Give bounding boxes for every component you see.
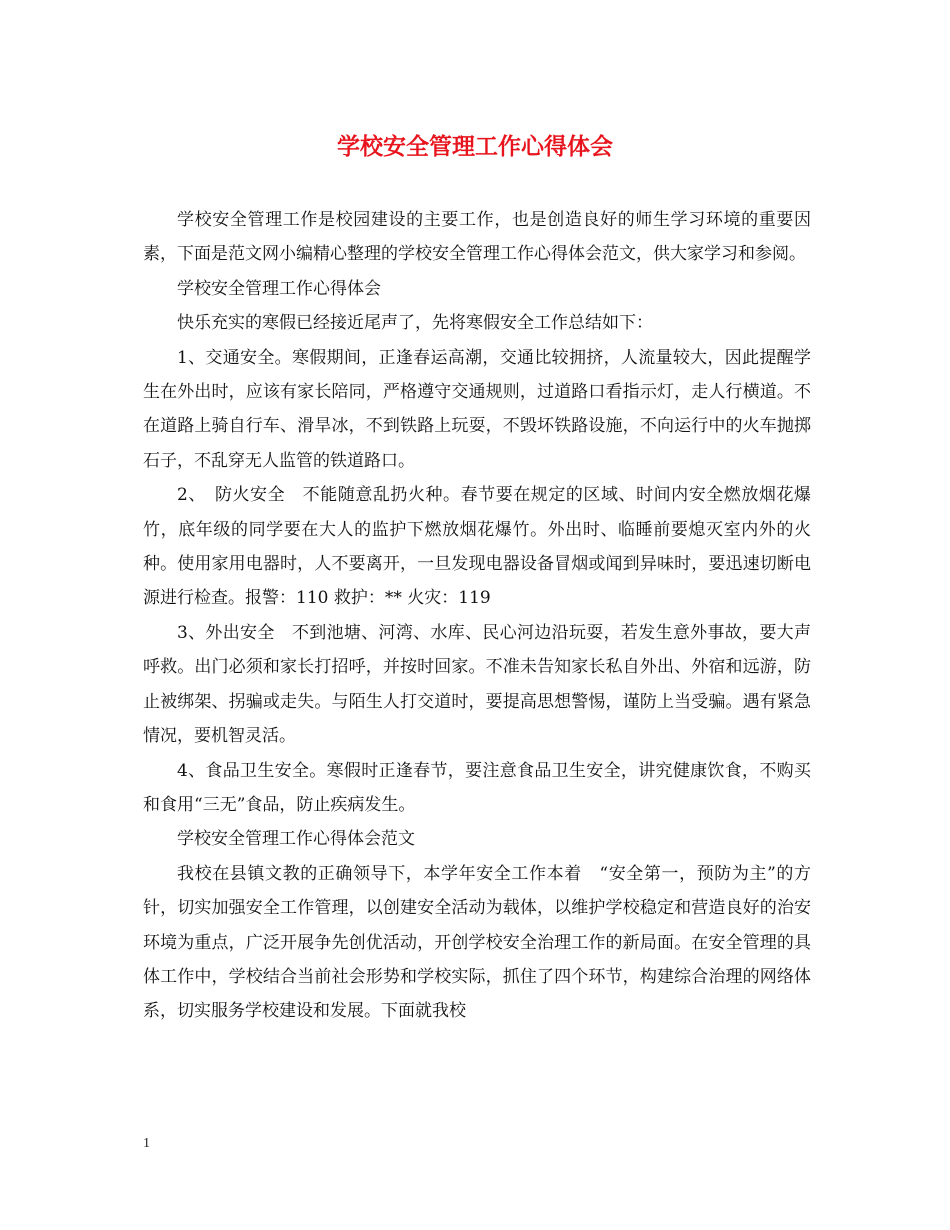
document-title: 学校安全管理工作心得体会 [337,133,613,160]
paragraph-outing-safety: 3、外出安全 不到池塘、河湾、水库、民心河边沿玩耍，若发生意外事故，要大声呼救。出门必须和家长打招呼，并按时回家。不准未告知家长私自外出、外宿和远游，防止被绑架、拐骗或走失。与陌生人打交道时，要提高思想警惕，谨防上当受骗。遇有紧急情况，要机智灵活。 [143,622,811,747]
paragraph-food-safety: 4、食品卫生安全。寒假时正逢春节，要注意食品卫生安全，讲究健康饮食，不购买和食用“三无”食品，防止疾病发生。 [143,760,811,815]
page-number: 1 [143,1136,150,1151]
paragraph-intro: 学校安全管理工作是校园建设的主要工作，也是创造良好的师生学习环境的重要因素，下面是范文网小编精心整理的学校安全管理工作心得体会范文，供大家学习和参阅。 [143,210,811,265]
paragraph-summary-lead: 快乐充实的寒假已经接近尾声了，先将寒假安全工作总结如下： [177,313,653,334]
paragraph-fire-safety: 2、 防火安全 不能随意乱扔火种。春节要在规定的区域、时间内安全燃放烟花爆竹，底年级的同学要在大人的监护下燃放烟花爆竹。外出时、临睡前要熄灭室内外的火种。使用家用电器时，人不要离开，一旦发现电器设备冒烟或闻到异味时，要迅速切断电源进行检查。报警：110 救护：** 火灾：119 [143,485,811,609]
document-body [143,203,811,1029]
paragraph-school-work: 我校在县镇文教的正确领导下，本学年安全工作本着 “安全第一，预防为主”的方针，切实加强安全工作管理，以创建安全活动为载体，以维护学校稳定和营造良好的治安环境为重点，广泛开展争先创优活动，开创学校安全治理工作的新局面。在安全管理的具体工作中，学校结合当前社会形势和学校实际，抓住了四个环节，构建综合治理的网络体系，切实服务学校建设和发展。下面就我校 [143,863,811,1022]
paragraph-traffic-safety: 1、交通安全。寒假期间，正逢春运高潮，交通比较拥挤，人流量较大，因此提醒学生在外出时，应该有家长陪同，严格遵守交通规则，过道路口看指示灯，走人行横道。不在道路上骑自行车、滑旱冰，不到铁路上玩耍，不毁坏铁路设施，不向运行中的火车抛掷石子，不乱穿无人监管的铁道路口。 [143,347,811,471]
paragraph-subheading-1: 学校安全管理工作心得体会 [177,278,381,299]
paragraph-subheading-2: 学校安全管理工作心得体会范文 [177,829,415,850]
